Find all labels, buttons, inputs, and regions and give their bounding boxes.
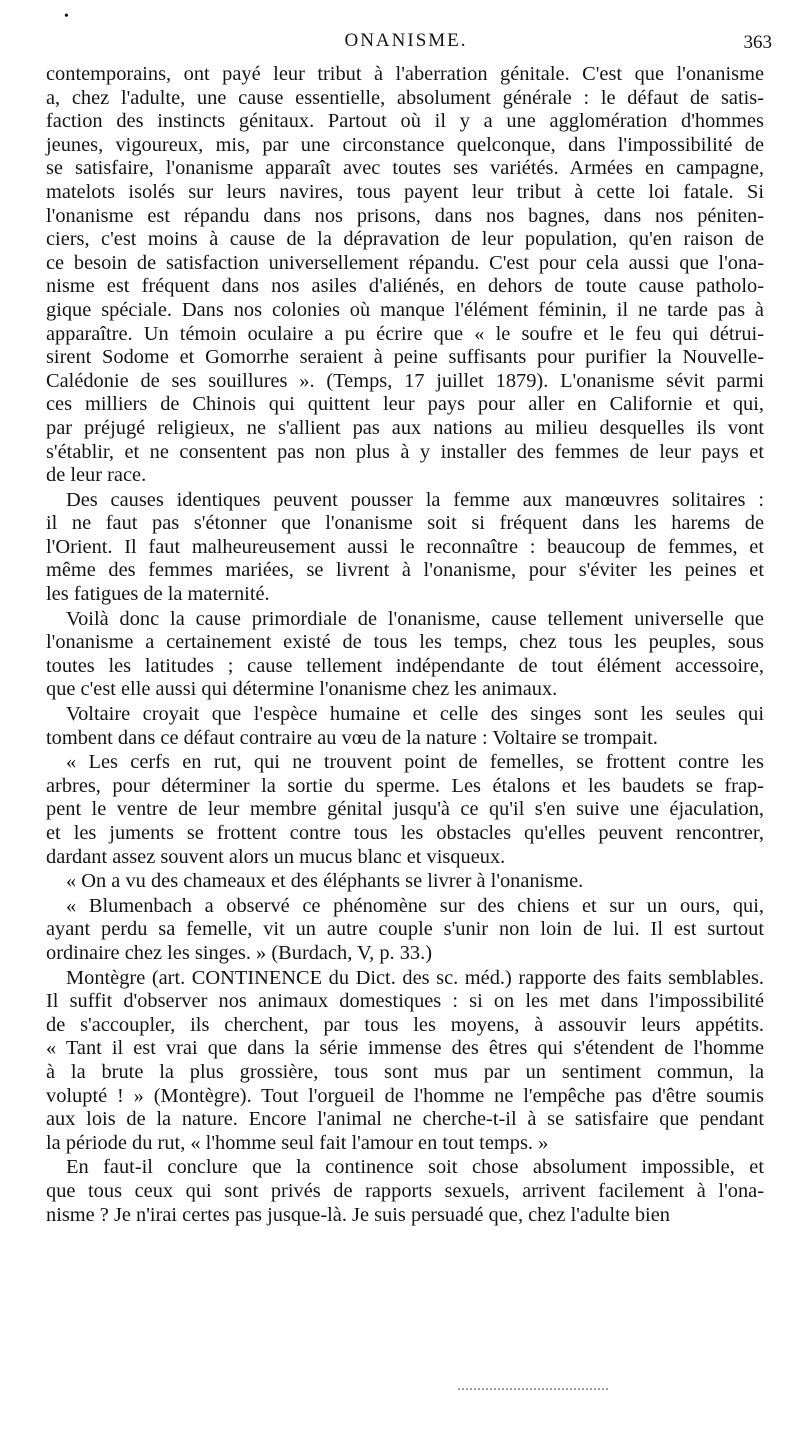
text-line: arbres, pour déterminer la sortie du sperme. Les étalons et les baudets se frap- [46,774,764,797]
text-line: de leur race. [46,464,147,487]
text-line: ce besoin de satisfaction universellement répandu. C'est pour cela aussi que l'ona- [46,251,764,274]
text-line: tombent dans ce défaut contraire au vœu de la nature : Voltaire se trompait. [46,726,658,749]
text-line: les fatigues de la maternité. [46,583,270,606]
paragraph [46,1156,764,1227]
text-line: l'Orient. Il faut malheureusement aussi le reconnaître : beaucoup de femmes, et [46,535,764,558]
footer-printer-mark [458,1388,608,1392]
page-header [40,30,772,54]
text-line: dardant assez souvent alors un mucus blanc et visqueux. [46,845,506,868]
text-line: Des causes identiques peuvent pousser la femme aux manœuvres solitaires : [66,488,764,511]
text-line: faction des instincts génitaux. Partout où il y a une agglomération d'hommes [46,110,764,133]
text-line: Montègre (art. CONTINENCE du Dict. des sc. méd.) rapporte des faits semblables. [66,966,764,989]
text-line: par préjugé religieux, ne s'allient pas aux nations au milieu desquelles ils vont [46,416,764,439]
text-line: « Tant il est vrai que dans la série immense des êtres qui s'étendent de l'homme [46,1037,764,1060]
text-line: ces milliers de Chinois qui quittent leur pays pour aller en Californie et qui, [46,393,764,416]
paragraph [46,967,764,1156]
text-line: Il suffit d'observer nos animaux domestiques : si on les met dans l'impossibilité [46,990,764,1013]
text-line: de s'accoupler, ils cherchent, par tous les moyens, à assouvir leurs appétits. [46,1013,764,1036]
text-line: « Blumenbach a observé ce phénomène sur des chiens et sur un ours, qui, [66,894,764,917]
text-line: nisme ? Je n'irai certes pas jusque-là. Je suis persuadé que, chez l'adulte bien [46,1203,670,1226]
text-line: Voilà donc la cause primordiale de l'onanisme, cause tellement universelle que [66,607,764,630]
paragraph [46,870,764,894]
text-line: Voltaire croyait que l'espèce humaine et celle des singes sont les seules qui [66,703,764,726]
running-title: ONANISME. [344,30,468,51]
text-line: gique spéciale. Dans nos colonies où manque l'élément féminin, il ne tarde pas à [46,298,764,321]
text-line: Calédonie de ses souillures ». (Temps, 17 juillet 1879). L'onanisme sévit parmi [46,369,764,392]
text-line: a, chez l'adulte, une cause essentielle, absolument générale : le défaut de satis- [46,86,764,109]
text-line: se satisfaire, l'onanisme apparaît avec toutes ses variétés. Armées en campagne, [46,157,764,180]
text-line: jeunes, vigoureux, mis, par une circonstance quelconque, dans l'impossibilité de [46,133,764,156]
text-line: nisme est fréquent dans nos asiles d'aliénés, en dehors de toute cause patholo- [46,275,764,298]
text-line: toutes les latitudes ; cause tellement indépendante de tout élément accessoire, [46,654,764,677]
text-line: En faut-il conclure que la continence soit chose absolument impossible, et [66,1156,764,1179]
text-line: que tous ceux qui sont privés de rapports sexuels, arrivent facilement à l'ona- [46,1179,764,1202]
paragraph [46,489,764,607]
text-line: volupté ! » (Montègre). Tout l'orgueil de l'homme ne l'empêche pas d'être soumis [46,1084,764,1107]
text-line: « On a vu des chameaux et des éléphants se livrer à l'onanisme. [66,870,584,893]
text-line: pent le ventre de leur membre génital jusqu'à ce qu'il s'en suive une éjaculation, [46,798,764,821]
text-line: et les juments se frottent contre tous les obstacles qu'elles peuvent rencontrer, [46,822,764,844]
text-line: même des femmes mariées, se livrent à l'onanisme, pour s'éviter les peines et [46,559,764,582]
page-number: 363 [743,32,772,53]
text-line: apparaître. Un témoin oculaire a pu écrire que « le soufre et le feu qui détrui- [46,322,764,345]
ink-speck: • [64,9,69,24]
text-line: il ne faut pas s'étonner que l'onanisme soit si fréquent dans les harems de [46,512,764,535]
paragraph [46,608,764,702]
text-line: aux lois de la nature. Encore l'animal ne cherche-t-il à se satisfaire que pendant [46,1108,764,1131]
text-line: ordinaire chez les singes. » (Burdach, V, p. 33.) [46,941,433,964]
paragraph [46,751,764,869]
text-line: la période du rut, « l'homme seul fait l'amour en tout temps. » [46,1131,549,1154]
text-line: s'établir, et ne consentent pas non plus à y installer des femmes de leur pays et [46,440,764,463]
text-line: à la brute la plus grossière, tous sont mus par un sentiment commun, la [46,1060,764,1083]
text-line: « Les cerfs en rut, qui ne trouvent point de femelles, se frottent contre les [66,751,764,774]
paragraph [46,703,764,750]
text-line: que c'est elle aussi qui détermine l'onanisme chez les animaux. [46,678,558,701]
text-line: matelots isolés sur leurs navires, tous payent leur tribut à cette loi fatale. Si [46,180,764,203]
paragraph [46,63,764,488]
text-line: l'onanisme est répandu dans nos prisons, dans nos bagnes, dans nos péniten- [46,204,764,227]
text-line: sirent Sodome et Gomorrhe seraient à peine suffisants pour purifier la Nouvelle- [46,346,764,369]
body-text [46,63,764,1227]
text-line: contemporains, ont payé leur tribut à l'aberration génitale. C'est que l'onanisme [46,63,764,85]
text-line: l'onanisme a certainement existé de tous les temps, chez tous les peuples, sous [46,631,764,654]
paragraph [46,895,764,966]
text-line: ciers, c'est moins à cause de la dépravation de leur population, qu'en raison de [46,228,764,251]
text-line: ayant perdu sa femelle, vit un autre couple s'unir non loin de lui. Il est surtout [46,918,764,941]
